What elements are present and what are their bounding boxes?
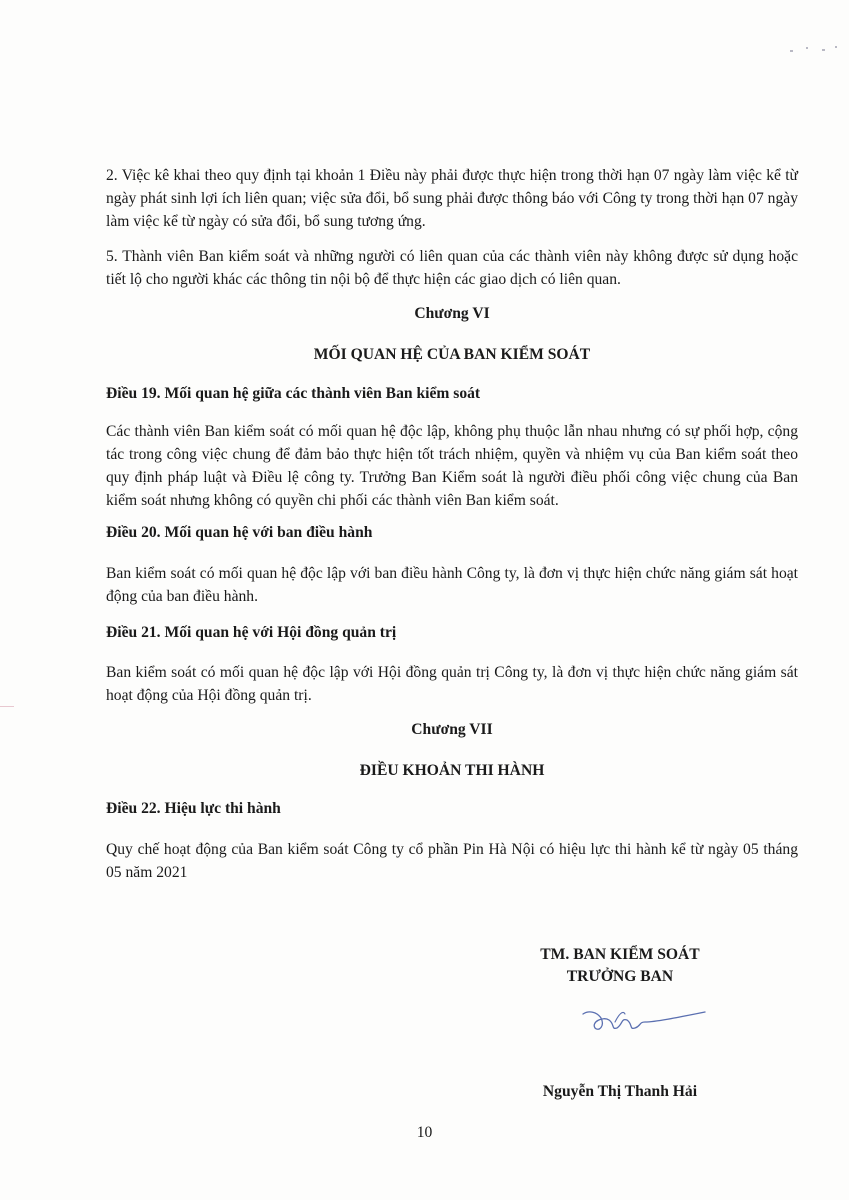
article-21-body: Ban kiểm soát có mối quan hệ độc lập với Hội đồng quản trị Công ty, là đơn vị thực hiện chức năng giám sát hoạt động của Hội đồng quản trị. — [106, 664, 798, 704]
chapter-6-label: Chương VI — [414, 305, 490, 322]
article-19-body: Các thành viên Ban kiểm soát có mối quan hệ độc lập, không phụ thuộc lẫn nhau nhưng có sự phối hợp, cộng tác trong công việc chung để đảm bảo thực hiện tốt trách nhiệm, quyền và nhiệm vụ của Ban kiểm soát theo quy định pháp luật và Điều lệ công ty. Trưởng Ban Kiểm soát là người điều phối công việc chung của Ban kiểm soát nhưng không có quyền chi phối các thành viên Ban kiểm soát. — [106, 423, 798, 509]
paragraph-2: 2. Việc kê khai theo quy định tại khoản 1 Điều này phải được thực hiện trong thời hạn 07 ngày làm việc kể từ ngày phát sinh lợi ích liên quan; việc sửa đổi, bổ sung phải được thông báo với Công ty trong thời hạn 07 ngày làm việc kể từ ngày có sửa đổi, bổ sung tương ứng. — [106, 167, 798, 230]
article-21-title: Điều 21. Mối quan hệ với Hội đồng quản trị — [106, 624, 397, 641]
page-number: 10 — [416, 1124, 433, 1141]
scan-artifact — [806, 47, 808, 49]
signature-role: TRƯỞNG BAN — [566, 968, 674, 985]
article-22-title: Điều 22. Hiệu lực thi hành — [106, 800, 281, 817]
signature-org: TM. BAN KIỂM SOÁT — [540, 946, 700, 963]
scan-artifact — [835, 46, 837, 48]
handwritten-signature — [575, 1000, 715, 1040]
article-20-body: Ban kiểm soát có mối quan hệ độc lập với ban điều hành Công ty, là đơn vị thực hiện chức năng giám sát hoạt động của ban điều hành. — [106, 565, 798, 605]
article-22-body: Quy chế hoạt động của Ban kiểm soát Công ty cổ phần Pin Hà Nội có hiệu lực thi hành kể từ ngày 05 tháng 05 năm 2021 — [106, 841, 798, 881]
signature-name: Nguyễn Thị Thanh Hải — [542, 1083, 698, 1100]
chapter-7-label: Chương VII — [411, 721, 493, 738]
scan-artifact — [790, 50, 793, 52]
article-20-title: Điều 20. Mối quan hệ với ban điều hành — [106, 524, 373, 541]
article-19-title: Điều 19. Mối quan hệ giữa các thành viên Ban kiểm soát — [106, 385, 481, 402]
paragraph-5: 5. Thành viên Ban kiểm soát và những người có liên quan của các thành viên này không được sử dụng hoặc tiết lộ cho người khác các thông tin nội bộ để thực hiện các giao dịch có liên quan. — [106, 248, 798, 288]
scan-artifact — [822, 49, 825, 51]
chapter-6-title: MỐI QUAN HỆ CỦA BAN KIỂM SOÁT — [313, 346, 591, 363]
chapter-7-title: ĐIỀU KHOẢN THI HÀNH — [359, 762, 545, 779]
scan-artifact — [0, 706, 14, 707]
